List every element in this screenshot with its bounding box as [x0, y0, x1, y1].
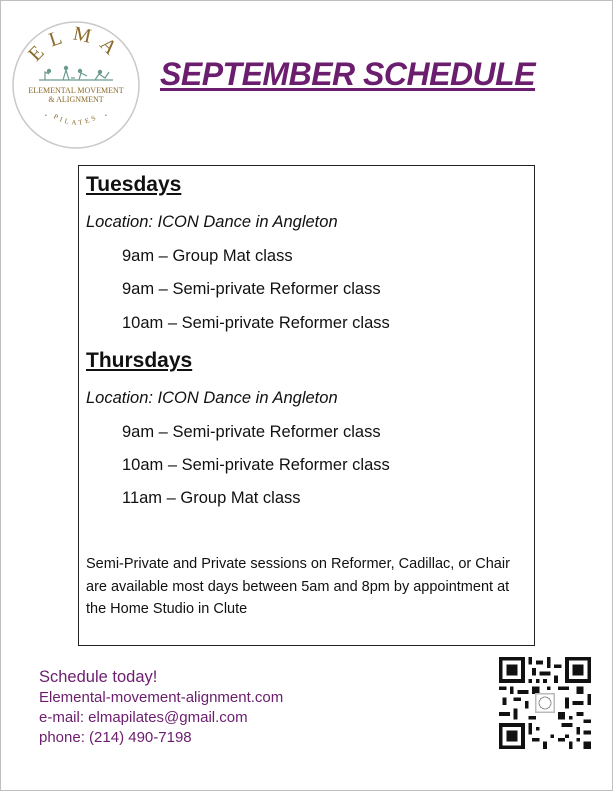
class-item: 11am – Group Mat class: [122, 489, 301, 507]
day-heading-thursdays: Thursdays: [86, 349, 193, 372]
logo-line2: & ALIGNMENT: [48, 95, 104, 104]
logo-line1: ELEMENTAL MOVEMENT: [28, 86, 124, 95]
location-thursdays: Location: ICON Dance in Angleton: [86, 389, 338, 407]
private-sessions-note: Semi-Private and Private sessions on Reformer, Cadillac, or Chair are available most days between 5am and 8pm by appointment at the Home Studio in Clute: [86, 556, 510, 617]
elma-logo: [11, 20, 141, 150]
website-link[interactable]: Elemental-movement-alignment.com: [39, 689, 284, 706]
logo-dot-right: •: [105, 113, 107, 119]
schedule-box: [78, 165, 535, 646]
page-title: SEPTEMBER SCHEDULE: [160, 56, 536, 92]
location-tuesdays: Location: ICON Dance in Angleton: [86, 213, 338, 231]
logo-top-text: ELMA: [24, 22, 128, 66]
phone-number: phone: (214) 490-7198: [39, 729, 192, 746]
logo-dot-left: •: [45, 113, 47, 119]
qr-code-icon[interactable]: [499, 657, 591, 749]
class-item: 9am – Semi-private Reformer class: [122, 280, 381, 298]
class-item: 10am – Semi-private Reformer class: [122, 456, 390, 474]
logo-bottom-text: PILATES: [52, 112, 100, 127]
schedule-cta: Schedule today!: [39, 668, 158, 686]
email-link[interactable]: e-mail: elmapilates@gmail.com: [39, 709, 248, 726]
day-heading-tuesdays: Tuesdays: [86, 173, 182, 196]
class-item: 9am – Group Mat class: [122, 247, 293, 265]
class-item: 9am – Semi-private Reformer class: [122, 423, 381, 441]
class-item: 10am – Semi-private Reformer class: [122, 314, 390, 332]
